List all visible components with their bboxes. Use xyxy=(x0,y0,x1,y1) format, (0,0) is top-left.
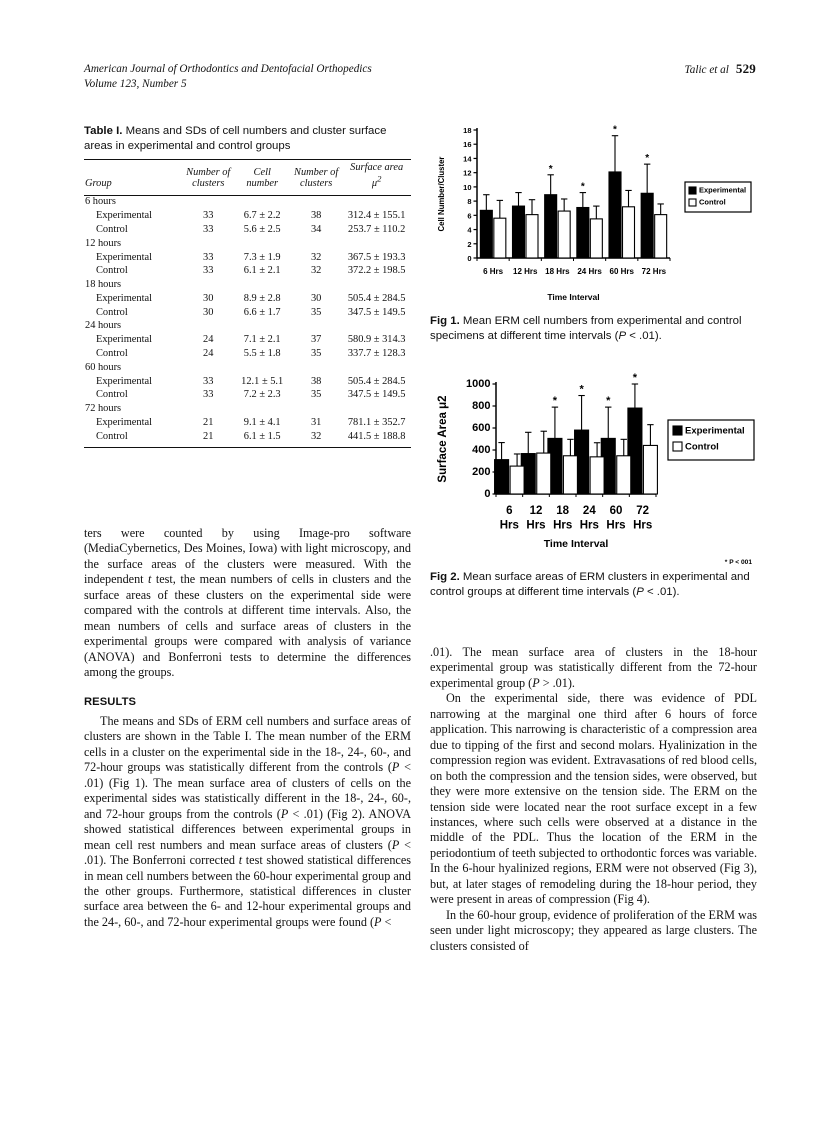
right-paragraphs xyxy=(430,645,757,954)
page-number: 529 xyxy=(735,61,756,76)
x-tick-label: Hrs xyxy=(499,519,519,532)
bar-experimental-3 xyxy=(577,208,589,258)
table-group-title: 24 hours xyxy=(85,320,122,332)
y-axis-title: Surface Area μ2 xyxy=(437,395,449,483)
fig1-caption-p: P xyxy=(618,329,627,342)
row-label: Control xyxy=(96,430,128,442)
legend-label-experimental: Experimental xyxy=(699,185,747,195)
fig2-caption-p: P xyxy=(636,585,644,598)
th-nc1-l1: Number of xyxy=(186,166,231,178)
bar-control-2 xyxy=(558,211,570,258)
significance-marker: * xyxy=(645,153,650,165)
figure-1-caption xyxy=(430,314,757,343)
table-label: Table I. xyxy=(84,125,123,137)
th-nc2-l1: Number of xyxy=(294,166,339,178)
significance-marker: * xyxy=(579,383,584,396)
row-surface-area: 505.4 ± 284.5 xyxy=(347,375,406,387)
table-row xyxy=(84,389,411,403)
legend-swatch-experimental xyxy=(673,426,682,435)
row-cell-number: 8.9 ± 2.8 xyxy=(243,292,281,304)
row-n-clusters-2: 35 xyxy=(310,306,322,318)
table-body xyxy=(84,195,411,447)
row-cell-number: 7.2 ± 2.3 xyxy=(243,389,281,401)
row-n-clusters: 21 xyxy=(203,416,214,428)
table-row xyxy=(84,223,411,237)
table-row xyxy=(84,251,411,265)
fig2-caption-tail: < .01). xyxy=(643,585,680,598)
y-tick-label: 1000 xyxy=(466,378,491,390)
table-row xyxy=(84,210,411,224)
row-n-clusters-2: 30 xyxy=(310,292,322,304)
legend-label-control: Control xyxy=(685,441,719,453)
bar-control-5 xyxy=(643,445,657,494)
table-row xyxy=(84,334,411,348)
table-group-title: 12 hours xyxy=(85,237,122,249)
fig2-label: Fig 2. xyxy=(430,571,460,583)
running-head-authors: Talic et al xyxy=(684,64,729,76)
row-surface-area: 441.5 ± 188.8 xyxy=(347,430,406,442)
table-row xyxy=(84,430,411,444)
x-tick-label: 12 Hrs xyxy=(513,267,538,276)
row-n-clusters: 33 xyxy=(203,210,214,222)
y-tick-label: 400 xyxy=(472,444,491,456)
row-n-clusters: 24 xyxy=(203,334,214,346)
results-paragraph xyxy=(84,714,411,930)
th-cn-l1: Cell xyxy=(253,166,271,178)
bar-control-3 xyxy=(590,219,602,258)
row-label: Experimental xyxy=(96,251,152,263)
table-row xyxy=(84,265,411,279)
x-tick-label: 24 xyxy=(582,505,596,517)
y-tick-label: 16 xyxy=(463,140,472,150)
paragraph: ters were counted by using Image-pro software (MediaCybernetics, Des Moines, Iowa) with light microscopy, and the surface areas of the clusters were measured. With the independent t test, the mean numbers of cells in clusters and the surface areas of these clusters on the experimental side were compared with the controls at different time intervals. Also, the mean numbers of cells and surface areas of clusters in the experimental groups were compared with analysis of variance (ANOVA) and Bonferroni tests to determine the differences among the groups. xyxy=(84,526,411,680)
x-tick-label: Hrs xyxy=(606,519,626,532)
paragraph: On the experimental side, there was evidence of PDL narrowing at the marginal one third after 6 hours of force application. This narrowing is characteristic of a compression area due to tipping of the first and second molars. Hyalinization in the compression region was evident. Extravasations of red blood cells, on both the compression and the tension sides, were observed, but they were more extensive on the tension side. The ERM on the tension side were located near the root surface except in a few instances, where such cells were observed at a distance in the middle of the PDL. Thus the location of the ERM in the periodontium of teeth subjected to orthodontic forces was variable. In the 6-hour hyalinized regions, ERM were not observed (Fig 3), but, at later stages of remodeling during the 18-hour period, they were present in areas of compression (Fig 4). xyxy=(430,691,757,907)
significance-marker: * xyxy=(580,181,585,193)
fig1-caption-tail: < .01). xyxy=(626,329,662,342)
row-cell-number: 5.6 ± 2.5 xyxy=(243,224,281,235)
y-tick-label: 0 xyxy=(467,254,472,263)
table-group-row xyxy=(84,361,411,375)
bar-control-4 xyxy=(617,456,631,494)
x-tick-label: 72 Hrs xyxy=(641,267,667,276)
table-row xyxy=(84,347,411,361)
th-sa-l2: $\mu^2$ xyxy=(371,173,382,190)
row-n-clusters-2: 32 xyxy=(310,265,322,277)
x-tick-label: 24 Hrs xyxy=(577,267,602,276)
row-cell-number: 7.1 ± 2.1 xyxy=(243,334,281,346)
paragraph: The means and SDs of ERM cell numbers and surface areas of clusters are shown in the Table I. The mean number of the ERM cells in a cluster on the experimental side in the 18-, 24-, 60-, and 72-hour groups was statistically different from the controls (P < .01) (Fig 1). The mean surface area of clusters of cells on the experimental sides was statistically different in the 18-, 24-, 60-, and 72-hour groups from the controls (P < .01) (Fig 2). ANOVA showed statistical differences between experimental groups in mean cell rest numbers and mean surface areas of clusters (P < .01). The Bonferroni corrected t test showed statistical differences in mean cell numbers between the 60-hour experimental group and the other groups. Furthermore, statistical differences in cluster surface area between the 6- and 12-hour experimental groups and the 24-, 60-, and 72-hour experimental groups were found (P < xyxy=(84,713,411,929)
bar-experimental-2 xyxy=(545,195,557,258)
row-cell-number: 5.5 ± 1.8 xyxy=(243,348,281,360)
row-surface-area: 337.7 ± 128.3 xyxy=(347,348,406,360)
table-header-row xyxy=(84,160,411,193)
right-column-body xyxy=(430,645,757,954)
y-tick-label: 800 xyxy=(472,400,491,412)
left-paragraphs xyxy=(84,526,411,681)
row-label: Experimental xyxy=(96,292,152,304)
significance-marker: * xyxy=(632,372,638,384)
legend-swatch-control xyxy=(673,442,682,451)
legend-label-experimental: Experimental xyxy=(685,425,745,437)
th-group xyxy=(84,160,182,193)
running-head xyxy=(84,61,756,90)
y-tick-label: 4 xyxy=(467,225,472,235)
row-surface-area: 580.9 ± 314.3 xyxy=(347,334,406,346)
table-head xyxy=(84,160,411,196)
th-nc1-l2: clusters xyxy=(192,178,225,190)
bar-control-0 xyxy=(510,466,524,494)
x-tick-label: 12 xyxy=(529,505,543,517)
row-n-clusters: 30 xyxy=(203,306,214,318)
row-surface-area: 347.5 ± 149.5 xyxy=(347,306,406,318)
row-surface-area: 367.5 ± 193.3 xyxy=(347,251,406,263)
y-tick-label: 10 xyxy=(463,182,472,192)
bar-control-1 xyxy=(526,215,538,258)
table-group-title: 18 hours xyxy=(85,279,122,291)
table-group-row xyxy=(84,320,411,334)
paragraph: .01). The mean surface area of clusters in the 18-hour experimental group was statistically different from the 72-hour experimental group (P > .01). xyxy=(430,645,757,690)
bar-control-1 xyxy=(537,453,551,494)
y-axis-title: Cell Number/Cluster xyxy=(437,156,446,232)
th-number-clusters-1 xyxy=(182,160,234,193)
fig2-footnote: * P < 001 xyxy=(724,559,752,566)
figure-2-caption xyxy=(430,570,757,599)
row-label: Control xyxy=(96,224,128,235)
x-axis-title: Time Interval xyxy=(547,292,600,302)
y-tick-label: 12 xyxy=(463,168,472,178)
row-surface-area: 781.1 ± 352.7 xyxy=(347,416,406,428)
row-surface-area: 312.4 ± 155.1 xyxy=(347,210,406,222)
y-tick-label: 0 xyxy=(484,488,491,500)
left-column-body xyxy=(84,526,411,930)
row-cell-number: 6.1 ± 2.1 xyxy=(243,265,281,277)
row-n-clusters: 33 xyxy=(203,224,214,235)
row-cell-number: 6.1 ± 1.5 xyxy=(243,430,281,442)
fig2-caption-text: Mean surface areas of ERM clusters in experimental and control groups at different time intervals ( xyxy=(430,571,750,598)
th-number-clusters-2 xyxy=(290,160,342,193)
row-cell-number: 12.1 ± 5.1 xyxy=(241,375,284,387)
bar-control-4 xyxy=(623,207,635,258)
row-surface-area: 372.2 ± 198.5 xyxy=(347,265,406,277)
results-table xyxy=(84,159,411,448)
fig1-svg xyxy=(430,122,757,308)
row-cell-number: 7.3 ± 1.9 xyxy=(243,251,281,263)
y-tick-label: 200 xyxy=(472,466,491,478)
row-cell-number: 9.1 ± 4.1 xyxy=(243,416,281,428)
results-heading: RESULTS xyxy=(84,695,137,708)
bar-experimental-0 xyxy=(495,460,509,494)
row-n-clusters: 30 xyxy=(203,292,214,304)
row-surface-area: 253.7 ± 110.2 xyxy=(348,224,406,235)
row-surface-area: 505.4 ± 284.5 xyxy=(347,292,406,304)
row-n-clusters-2: 32 xyxy=(310,430,322,442)
legend-label-control: Control xyxy=(699,197,726,207)
y-tick-label: 14 xyxy=(463,154,472,164)
y-tick-label: 18 xyxy=(463,126,472,135)
row-label: Control xyxy=(96,348,128,360)
figure-2-chart xyxy=(430,372,757,568)
x-tick-label: 60 Hrs xyxy=(609,267,634,276)
th-sa-l1: Surface area xyxy=(350,162,404,174)
table-caption xyxy=(84,124,411,153)
x-tick-label: 18 xyxy=(556,505,570,517)
table-row xyxy=(84,292,411,306)
bar-experimental-0 xyxy=(480,210,492,258)
bar-experimental-5 xyxy=(641,193,653,258)
row-label: Experimental xyxy=(96,334,152,346)
row-cell-number: 6.7 ± 2.2 xyxy=(243,210,281,222)
table-bottom-rule xyxy=(84,444,411,448)
table-group-row xyxy=(84,195,411,209)
x-tick-label: 6 xyxy=(506,505,513,517)
th-group-l2: Group xyxy=(85,178,112,190)
bar-control-5 xyxy=(655,215,667,258)
table-group-row xyxy=(84,403,411,417)
x-tick-label: 72 xyxy=(636,505,650,517)
row-n-clusters-2: 31 xyxy=(310,416,322,428)
row-n-clusters-2: 35 xyxy=(310,348,322,360)
row-label: Experimental xyxy=(96,210,152,222)
row-label: Control xyxy=(96,265,128,277)
row-n-clusters-2: 32 xyxy=(310,251,322,263)
x-tick-label: Hrs xyxy=(579,519,599,532)
fig1-label: Fig 1. xyxy=(430,315,460,327)
row-n-clusters-2: 34 xyxy=(310,224,322,235)
table-caption-text: Means and SDs of cell numbers and cluster surface areas in experimental and control groups xyxy=(84,125,387,152)
y-tick-label: 600 xyxy=(472,422,491,434)
significance-marker: * xyxy=(613,124,617,136)
table-group-row xyxy=(84,237,411,251)
figure-1-chart xyxy=(430,122,757,308)
row-label: Experimental xyxy=(96,416,152,428)
running-head-volume: Volume 123, Number 5 xyxy=(84,78,187,90)
running-head-right xyxy=(685,62,756,78)
th-surface-area xyxy=(342,160,411,193)
row-n-clusters: 33 xyxy=(203,251,214,263)
table-row xyxy=(84,375,411,389)
table-row xyxy=(84,306,411,320)
bar-experimental-4 xyxy=(609,172,621,258)
y-tick-label: 8 xyxy=(467,197,472,207)
row-n-clusters: 33 xyxy=(203,389,214,401)
significance-marker: * xyxy=(552,395,558,408)
x-tick-label: Hrs xyxy=(553,519,573,532)
table-row xyxy=(84,416,411,430)
table-group-title: 60 hours xyxy=(85,361,122,373)
bar-control-0 xyxy=(494,218,506,258)
row-label: Control xyxy=(96,306,128,318)
row-n-clusters-2: 38 xyxy=(310,210,322,222)
row-label: Control xyxy=(96,389,128,401)
x-tick-label: Hrs xyxy=(526,519,546,532)
row-label: Experimental xyxy=(96,375,152,387)
row-n-clusters-2: 37 xyxy=(310,334,322,346)
row-cell-number: 6.6 ± 1.7 xyxy=(243,306,281,318)
x-tick-label: 6 Hrs xyxy=(483,267,504,276)
table-group-row xyxy=(84,279,411,293)
th-cell-number xyxy=(234,160,290,193)
significance-marker: * xyxy=(548,163,553,175)
y-tick-label: 6 xyxy=(467,211,472,221)
fig2-svg xyxy=(430,372,757,568)
row-n-clusters-2: 38 xyxy=(310,375,322,387)
table-group-title: 72 hours xyxy=(85,403,122,415)
th-cn-l2: number xyxy=(246,178,279,190)
bar-experimental-1 xyxy=(513,206,525,258)
th-nc2-l2: clusters xyxy=(299,178,333,190)
x-tick-label: Hrs xyxy=(633,519,653,532)
row-n-clusters: 33 xyxy=(203,265,214,277)
row-surface-area: 347.5 ± 149.5 xyxy=(347,389,406,401)
fig1-caption-text: Mean ERM cell numbers from experimental and control specimens at different time intervals ( xyxy=(430,315,742,342)
table-group-title: 6 hours xyxy=(85,196,116,208)
significance-marker: * xyxy=(606,395,611,408)
y-tick-label: 2 xyxy=(467,239,472,249)
row-n-clusters: 21 xyxy=(203,430,214,442)
row-n-clusters-2: 35 xyxy=(310,389,322,401)
table-block xyxy=(84,124,411,448)
running-head-journal: American Journal of Orthodontics and Dentofacial Orthopedics xyxy=(84,63,372,75)
bar-control-3 xyxy=(590,457,604,494)
legend-swatch-experimental xyxy=(689,187,696,194)
x-tick-label: 60 xyxy=(609,505,623,517)
x-axis-title: Time Interval xyxy=(543,538,609,550)
paragraph: In the 60-hour group, evidence of proliferation of the ERM was seen under light microscopy; they appeared as large clusters. The clusters consisted of xyxy=(430,907,757,953)
row-n-clusters: 24 xyxy=(203,348,214,360)
bar-control-2 xyxy=(563,456,577,494)
x-tick-label: 18 Hrs xyxy=(545,267,570,276)
row-n-clusters: 33 xyxy=(203,375,214,387)
legend-swatch-control xyxy=(689,199,696,206)
